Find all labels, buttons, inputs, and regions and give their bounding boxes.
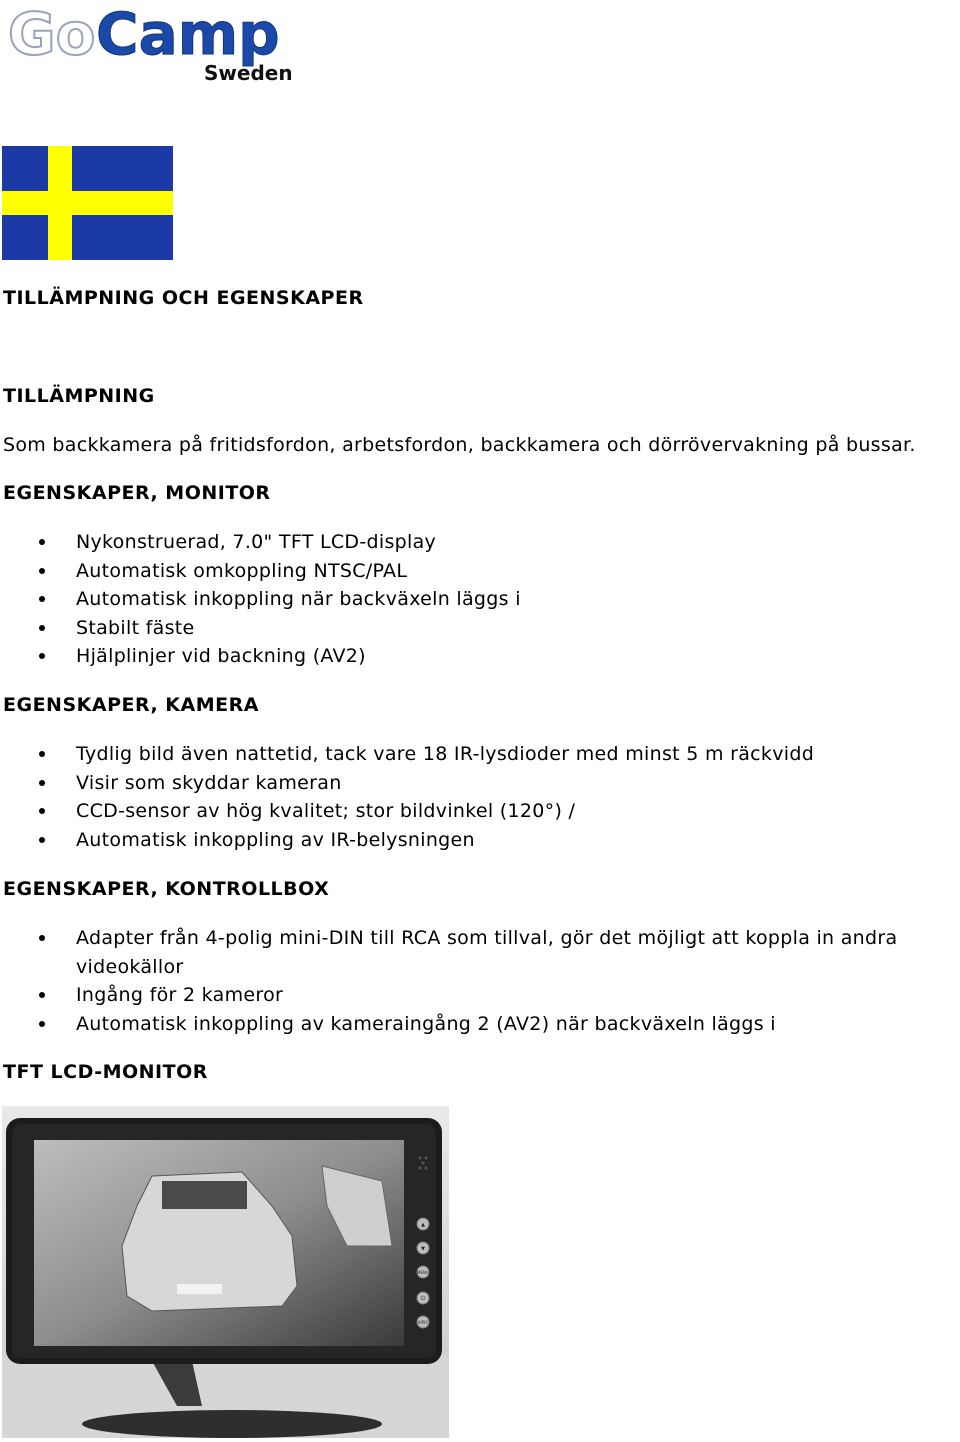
bullet-icon <box>39 596 45 602</box>
logo-camp-text: Camp <box>96 2 280 68</box>
list-item: Visir som skyddar kameran <box>0 769 956 798</box>
bullet-icon <box>39 539 45 545</box>
application-text: Som backkamera på fritidsfordon, arbetsfordon, backkamera och dörrövervakning på bussar. <box>3 434 916 456</box>
vpic-button-label: V/PIC <box>417 1320 429 1325</box>
bullet-icon <box>39 808 45 814</box>
monitor-photo <box>2 1106 449 1438</box>
list-item: Nykonstruerad, 7.0" TFT LCD-display <box>0 528 956 557</box>
heading-tft-monitor: TFT LCD-MONITOR <box>3 1061 208 1083</box>
bullet-icon <box>39 653 45 659</box>
list-item: Tydlig bild även nattetid, tack vare 18 IR-lysdioder med minst 5 m räckvidd <box>0 740 956 769</box>
monitor-feature-list <box>0 528 960 671</box>
bullet-icon <box>39 1021 45 1027</box>
list-item: Automatisk inkoppling av IR-belysningen <box>0 826 956 855</box>
list-item: Ingång för 2 kameror <box>0 981 956 1010</box>
list-item: Stabilt fäste <box>0 614 956 643</box>
heading-application: TILLÄMPNING <box>3 385 155 407</box>
controlbox-feature-list <box>0 924 960 1038</box>
logo-go-text: Go <box>8 2 96 68</box>
menu-button-label: MENU <box>417 1270 429 1275</box>
bullet-icon <box>39 935 45 941</box>
list-item: Automatisk omkoppling NTSC/PAL <box>0 557 956 586</box>
heading-monitor: EGENSKAPER, MONITOR <box>3 482 271 504</box>
list-item: Adapter från 4-polig mini-DIN till RCA som tillval, gör det möjligt att koppla in andra videokällor <box>0 924 956 981</box>
list-item: Automatisk inkoppling av kameraingång 2 (AV2) när backväxeln läggs i <box>0 1010 956 1039</box>
bullet-icon <box>39 625 45 631</box>
page-title: TILLÄMPNING OCH EGENSKAPER <box>3 287 364 309</box>
up-icon: ▲ <box>421 1222 425 1228</box>
bullet-icon <box>39 837 45 843</box>
list-item: CCD-sensor av hög kvalitet; stor bildvinkel (120°) / <box>0 797 956 826</box>
bullet-icon <box>39 751 45 757</box>
bullet-icon <box>39 780 45 786</box>
logo-sweden-text: Sweden <box>204 61 293 85</box>
gocamp-logo <box>4 2 330 86</box>
heading-camera: EGENSKAPER, KAMERA <box>3 694 259 716</box>
down-icon: ▼ <box>421 1246 425 1252</box>
bullet-icon <box>39 568 45 574</box>
list-item: Automatisk inkoppling när backväxeln läggs i <box>0 585 956 614</box>
swedish-flag-icon <box>2 146 173 260</box>
bullet-icon <box>39 992 45 998</box>
list-item: Hjälplinjer vid backning (AV2) <box>0 642 956 671</box>
heading-controlbox: EGENSKAPER, KONTROLLBOX <box>3 878 330 900</box>
power-icon: ⏻ <box>420 1295 426 1302</box>
camera-feature-list <box>0 740 960 854</box>
